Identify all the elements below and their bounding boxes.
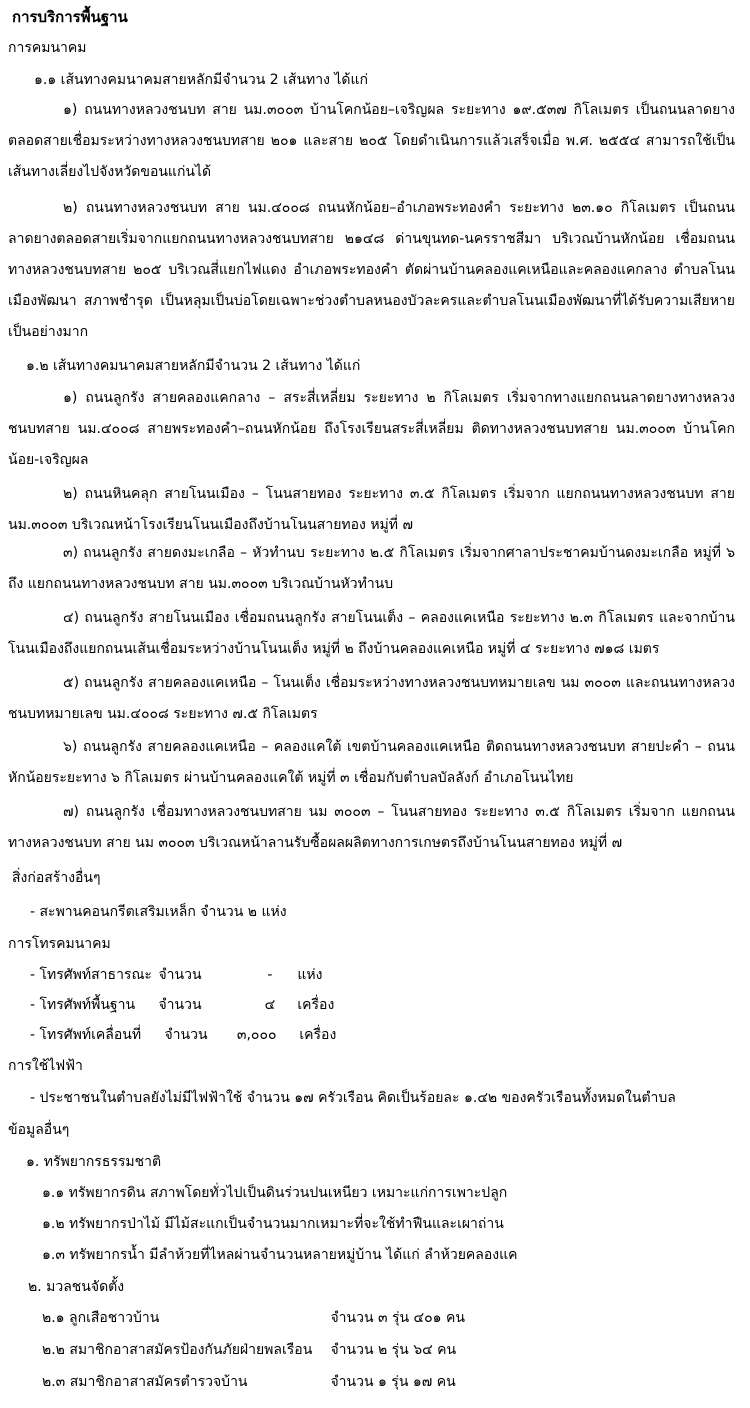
road-paragraph: ๑) ถนนทางหลวงชนบท สาย นม.๓๐๐๓ บ้านโคกน้อย–เจริญผล ระยะทาง ๑๙.๕๓๗ กิโลเมตร เป็นถนนลาดยางตลอดสายเชื่อมระหว่างทางหลวงชนบทสาย ๒๐๑ และสาย ๒๐๕ โดยดำเนินการแล้วเสร็จเมื่อ พ.ศ. ๒๕๕๔ สามารถใช้เป็นเส้นทางเลี่ยงไปจังหวัดขอนแก่นได้: [8, 102, 735, 180]
mass-row: [42, 1340, 456, 1360]
other-title: ข้อมูลอื่นๆ: [8, 1122, 70, 1138]
mass-count: จำนวน ๑ รุ่น ๑๗ คน: [330, 1374, 456, 1390]
electricity-item: - ประชาชนในตำบลยังไม่มีไฟฟ้าใช้ จำนวน ๑๗ ครัวเรือน คิดเป็นร้อยละ ๑.๔๒ ของครัวเรือนทั้งหมดในตำบล: [30, 1090, 676, 1106]
telecom-row: [30, 965, 322, 985]
natural-resource-item: ๑.๓ ทรัพยากรน้ำ มีลำห้วยที่ไหลผ่านจำนวนหลายหมู่บ้าน ได้แก่ ลำห้วยคลองแค: [42, 1247, 518, 1263]
road-paragraph: ๖) ถนนลูกรัง สายคลองแคเหนือ – คลองแคใต้ เขตบ้านคลองแคเหนือ ติดถนนทางหลวงชนบท สายปะคำ – ถนนหักน้อยระยะทาง ๖ กิโลเมตร ผ่านบ้านคลองแคใต้ หมู่ที่ ๓ เชื่อมกับตำบลบัลลังก์ อำเภอโนนไทย: [8, 739, 735, 786]
natural-resource-item: ๑.๑ ทรัพยากรดิน สภาพโดยทั่วไปเป็นดินร่วนปนเหนียว เหมาะแก่การเพาะปลูก: [42, 1185, 508, 1201]
section-1-2-title: ๑.๒ เส้นทางคมนาคมสายหลักมีจำนวน 2 เส้นทาง ได้แก่: [26, 358, 361, 374]
mass-label: ๒.๒ สมาชิกอาสาสมัครป้องกันภัยฝ่ายพลเรือน: [42, 1342, 313, 1358]
structures-item: - สะพานคอนกรีตเสริมเหล็ก จำนวน ๒ แห่ง: [30, 904, 287, 920]
road-paragraph: ๑) ถนนลูกรัง สายคลองแคกลาง – สระสี่เหลี่ยม ระยะทาง ๒ กิโลเมตร เริ่มจากทางแยกถนนลาดยางทางหลวงชนบทสาย นม.๔๐๐๘ สายพระทองคำ–ถนนหักน้อย ถึงโรงเรียนสระสี่เหลี่ยม ติดทางหลวงชนบทสาย นม.๓๐๐๓ บ้านโคกน้อย-เจริญผล: [8, 390, 735, 468]
section-1-1-title: ๑.๑ เส้นทางคมนาคมสายหลักมีจำนวน 2 เส้นทาง ได้แก่: [34, 72, 369, 88]
telecom-unit: แห่ง: [297, 967, 323, 983]
transport-title: การคมนาคม: [8, 40, 87, 56]
electricity-title: การใช้ไฟฟ้า: [8, 1058, 83, 1074]
telecom-value: ๔: [264, 997, 276, 1013]
telecom-label: - โทรศัพท์สาธารณะ: [30, 967, 152, 983]
natural-resources-title: ๑. ทรัพยากรธรรมชาติ: [26, 1154, 162, 1170]
road-paragraph: ๒) ถนนทางหลวงชนบท สาย นม.๔๐๐๘ ถนนหักน้อย–อำเภอพระทองคำ ระยะทาง ๒๓.๑๐ กิโลเมตร เป็นถนนลาดยางตลอดสายเริ่มจากแยกถนนทางหลวงชนบทสาย ๒๑๔๘ ด่านขุนทด-นครราชสีมา บริเวณบ้านหักน้อย เชื่อมถนนทางหลวงชนบทสาย ๒๐๕ บริเวณสี่แยกไฟแดง อำเภอพระทองคำ ตัดผ่านบ้านคลองแคเหนือและคลองแคกลาง ตำบลโนนเมืองพัฒนา สภาพชำรุด เป็นหลุมเป็นบ่อโดยเฉพาะช่วงตำบลหนองบัวละครและตำบลโนนเมืองพัฒนาที่ได้รับความเสียหายเป็นอย่างมาก: [8, 200, 735, 340]
mass-organization-title: ๒. มวลชนจัดตั้ง: [28, 1279, 125, 1295]
telecom-row: [30, 995, 334, 1015]
road-paragraph: ๓) ถนนลูกรัง สายดงมะเกลือ – หัวทำนบ ระยะทาง ๒.๕ กิโลเมตร เริ่มจากศาลาประชาคมบ้านดงมะเกลือ หมู่ที่ ๖ ถึง แยกถนนทางหลวงชนบท สาย นม.๓๐๐๓ บริเวณบ้านหัวทำนบ: [8, 545, 735, 592]
telecom-word: จำนวน: [164, 1027, 208, 1043]
telecom-title: การโทรคมนาคม: [8, 936, 111, 952]
road-paragraph: ๗) ถนนลูกรัง เชื่อมทางหลวงชนบทสาย นม ๓๐๐๓ – โนนสายทอง ระยะทาง ๓.๕ กิโลเมตร เริ่มจาก แยกถนนทางหลวงชนบท สาย นม ๓๐๐๓ บริเวณหน้าลานรับซื้อผลผลิตทางการเกษตรถึงบ้านโนนสายทอง หมู่ที่ ๗: [8, 804, 735, 851]
mass-count: จำนวน ๒ รุ่น ๖๔ คน: [330, 1342, 457, 1358]
mass-count: จำนวน ๓ รุ่น ๔๐๑ คน: [330, 1310, 465, 1326]
telecom-value: ๓,๐๐๐: [236, 1027, 277, 1043]
road-paragraph: ๒) ถนนหินคลุก สายโนนเมือง – โนนสายทอง ระยะทาง ๓.๕ กิโลเมตร เริ่มจาก แยกถนนทางหลวงชนบท สาย นม.๓๐๐๓ บริเวณหน้าโรงเรียนโนนเมืองถึงบ้านโนนสายทอง หมู่ที่ ๗: [8, 486, 735, 533]
telecom-unit: เครื่อง: [299, 1027, 337, 1043]
natural-resource-item: ๑.๒ ทรัพยากรป่าไม้ มีไม้สะแกเป็นจำนวนมากเหมาะที่จะใช้ทำฟืนและเผาถ่าน: [42, 1216, 504, 1232]
telecom-label: - โทรศัพท์พื้นฐาน: [30, 997, 136, 1013]
mass-label: ๒.๑ ลูกเสือชาวบ้าน: [42, 1310, 160, 1326]
road-paragraph: ๕) ถนนลูกรัง สายคลองแคเหนือ – โนนเต็ง เชื่อมระหว่างทางหลวงชนบทหมายเลข นม ๓๐๐๓ และถนนทางหลวงชนบทหมายเลข นม.๔๐๐๘ ระยะทาง ๗.๕ กิโลเมตร: [8, 675, 735, 722]
road-paragraph: ๔) ถนนลูกรัง สายโนนเมือง เชื่อมถนนลูกรัง สายโนนเต็ง – คลองแคเหนือ ระยะทาง ๒.๓ กิโลเมตร และจากบ้านโนนเมืองถึงแยกถนนเส้นเชื่อมระหว่างบ้านโนนเต็ง หมู่ที่ ๒ ถึงบ้านคลองแคเหนือ หมู่ที่ ๔ ระยะทาง ๗๑๘ เมตร: [8, 610, 735, 657]
telecom-value: -: [267, 967, 273, 983]
structures-title: สิ่งก่อสร้างอื่นๆ: [12, 870, 101, 886]
telecom-label: - โทรศัพท์เคลื่อนที่: [30, 1027, 142, 1043]
telecom-word: จำนวน: [158, 967, 202, 983]
mass-row: [42, 1372, 456, 1392]
mass-row: [42, 1308, 465, 1328]
page-heading: การบริการพื้นฐาน: [12, 8, 128, 26]
telecom-row: [30, 1025, 336, 1045]
telecom-word: จำนวน: [158, 997, 202, 1013]
telecom-unit: เครื่อง: [297, 997, 335, 1013]
mass-label: ๒.๓ สมาชิกอาสาสมัครตำรวจบ้าน: [42, 1374, 248, 1390]
